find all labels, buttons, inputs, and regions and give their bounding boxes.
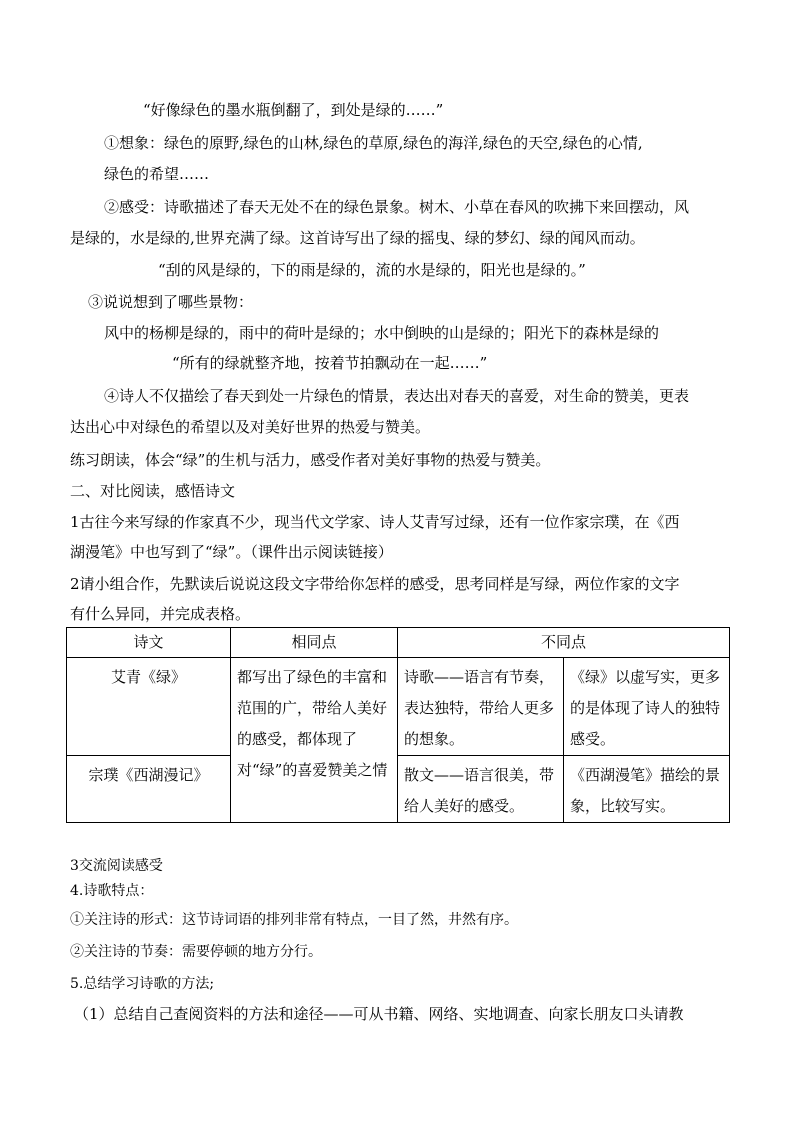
table-cell: 宗璞《西湖漫记》 bbox=[67, 756, 231, 823]
paragraph-line: 3交流阅读感受 bbox=[70, 858, 163, 874]
quote-line: “所有的绿就整齐地，按着节拍飘动在一起……” bbox=[172, 354, 488, 372]
quote-line: “好像绿色的墨水瓶倒翻了，到处是绿的……” bbox=[143, 101, 444, 119]
paragraph-line: ②关注诗的节奏：需要停顿的地方分行。 bbox=[70, 944, 322, 960]
table-cell: 《西湖漫笔》描绘的景象，比较写实。 bbox=[564, 756, 730, 823]
paragraph-line: 绿色的希望…… bbox=[104, 165, 210, 183]
table-cell: 艾青《绿》 bbox=[67, 658, 231, 756]
paragraph-line: ①关注诗的形式：这节诗词语的排列非常有特点，一目了然，井然有序。 bbox=[70, 912, 518, 928]
paragraph-line: 练习朗读，体会“绿”的生机与活力，感受作者对美好事物的热爱与赞美。 bbox=[70, 451, 551, 469]
paragraph-line: 是绿的，水是绿的,世界充满了绿。这首诗写出了绿的摇曳、绿的梦幻、绿的闻风而动。 bbox=[70, 229, 645, 247]
table-cell: 《绿》以虚写实，更多的是体现了诗人的独特感受。 bbox=[564, 658, 730, 756]
paragraph-line: 达出心中对绿色的希望以及对美好世界的热爱与赞美。 bbox=[70, 418, 431, 436]
table-cell: 都写出了绿色的丰富和范围的广，带给人美好的感受，都体现了对“绿”的喜爱赞美之情 bbox=[231, 658, 398, 823]
table-cell: 诗歌——语言有节奏，表达独特，带给人更多的想象。 bbox=[398, 658, 564, 756]
section-heading: 二、对比阅读，感悟诗文 bbox=[70, 482, 236, 500]
paragraph-line: ③说说想到了哪些景物： bbox=[88, 293, 254, 311]
paragraph-line: 1古往今来写绿的作家真不少，现当代文学家、诗人艾青写过绿，还有一位作家宗璞，在《西 bbox=[70, 513, 680, 531]
paragraph-line: （1）总结自己查阅资料的方法和途径——可从书籍、网络、实地调查、向家长朋友口头请教 bbox=[74, 1005, 684, 1023]
paragraph-line: 湖漫笔》中也写到了“绿”。（课件出示阅读链接） bbox=[70, 543, 393, 561]
paragraph-line: 5.总结学习诗歌的方法; bbox=[70, 976, 215, 992]
table-header-row bbox=[67, 628, 730, 658]
table-cell: 散文——语言很美，带给人美好的感受。 bbox=[398, 756, 564, 823]
table-header: 诗文 bbox=[67, 628, 231, 658]
quote-line: “刮的风是绿的，下的雨是绿的，流的水是绿的，阳光也是绿的。” bbox=[158, 261, 586, 279]
paragraph-line: 风中的杨柳是绿的，雨中的荷叶是绿的；水中倒映的山是绿的；阳光下的森林是绿的 bbox=[104, 324, 660, 342]
paragraph-line: ①想象：绿色的原野,绿色的山林,绿色的草原,绿色的海洋,绿色的天空,绿色的心情, bbox=[104, 134, 643, 152]
table-header: 相同点 bbox=[231, 628, 398, 658]
table-header: 不同点 bbox=[398, 628, 730, 658]
paragraph-line: ②感受：诗歌描述了春天无处不在的绿色景象。树木、小草在春风的吹拂下来回摆动，风 bbox=[104, 198, 690, 216]
table-row bbox=[67, 756, 730, 823]
paragraph-line: 有什么异同，并完成表格。 bbox=[70, 605, 251, 623]
table-row bbox=[67, 658, 730, 756]
paragraph-line: 4.诗歌特点： bbox=[70, 883, 154, 899]
comparison-table bbox=[66, 627, 730, 823]
paragraph-line: 2请小组合作，先默读后说说这段文字带给你怎样的感受，思考同样是写绿，两位作家的文字 bbox=[70, 575, 680, 593]
paragraph-line: ④诗人不仅描绘了春天到处一片绿色的情景，表达出对春天的喜爱，对生命的赞美，更表 bbox=[104, 387, 690, 405]
